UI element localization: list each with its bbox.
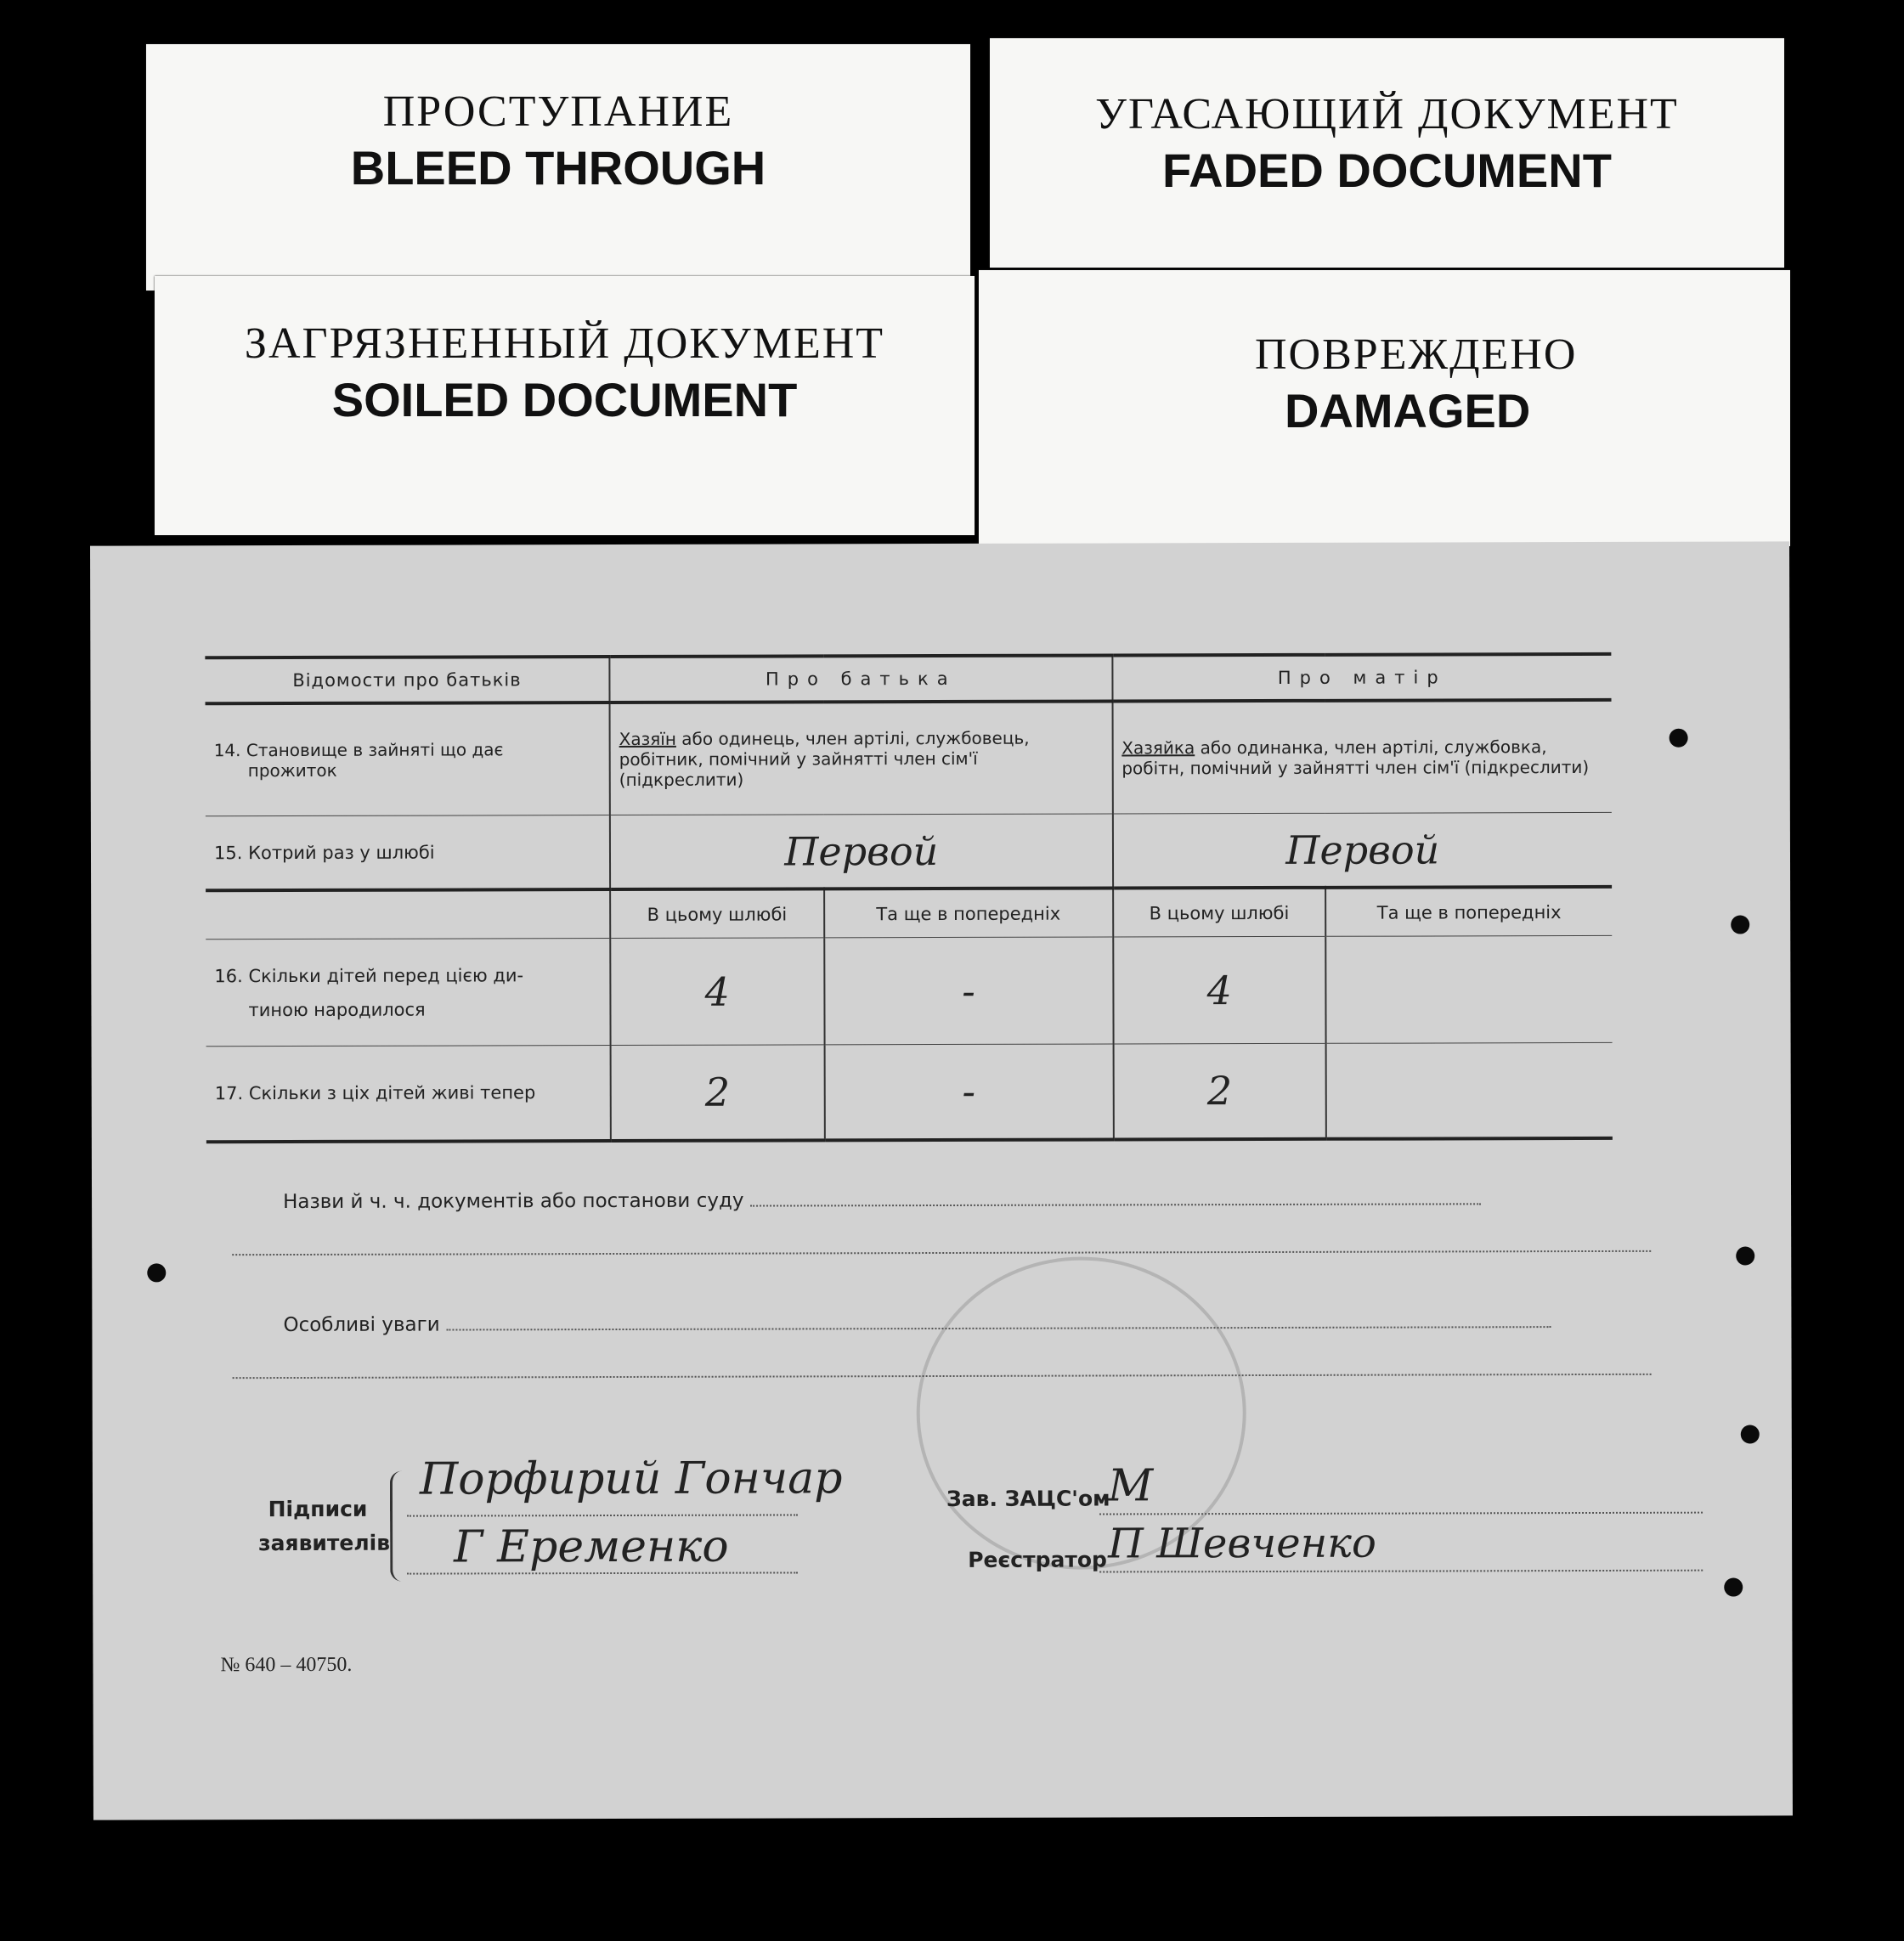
subheader-blank	[206, 889, 610, 939]
mother-children-prev	[1325, 935, 1612, 1043]
label-soiled-ru: ЗАГРЯЗНЕННЫЙ ДОКУМЕНТ	[244, 319, 885, 368]
applicant-line-1	[407, 1514, 798, 1516]
question-17: 17. Скільки з ціх дітей живі тепер	[206, 1046, 611, 1143]
table-header-row	[205, 654, 1611, 703]
punch-hole	[1736, 1246, 1754, 1265]
remarks-field	[283, 1311, 1702, 1384]
signature-bracket	[390, 1471, 406, 1582]
signatures-label-line1: Підписи	[268, 1496, 368, 1522]
punch-hole	[1741, 1425, 1760, 1443]
documents-label: Назви й ч. ч. документів або постанови суду	[283, 1189, 744, 1214]
mother-marriage-count: Первой	[1112, 812, 1612, 888]
father-living-this: 2	[611, 1045, 825, 1141]
header-mother: Про матір	[1112, 654, 1612, 702]
head-label: Зав. ЗАЦС'ом	[946, 1486, 1110, 1511]
label-damaged-ru: ПОВРЕЖДЕНО	[1255, 330, 1578, 379]
documents-line-2	[232, 1250, 1651, 1255]
table-row-14	[206, 700, 1612, 816]
question-16-line1: 16. Скільки дітей перед цією ди-	[214, 964, 524, 986]
subheader-mother-prev: Та ще в попередніх	[1325, 887, 1612, 936]
header-father: Про батька	[609, 655, 1112, 702]
question-14-line2: прожиток	[247, 759, 337, 781]
punch-hole	[1724, 1578, 1743, 1597]
father-occupation-options: або одинець, член артілі, службовець, робітник, помічний у зайнятті член сім'ї (підкреслити)	[619, 727, 1030, 790]
label-faded-en: FADED DOCUMENT	[1162, 144, 1612, 197]
applicant-line-2	[407, 1571, 798, 1574]
punch-hole	[1670, 729, 1688, 748]
mother-occupation-underlined: Хазяйка	[1121, 737, 1195, 759]
question-14	[206, 702, 610, 816]
applicant-signature-1: Порфирий Гончар	[419, 1453, 843, 1505]
label-faded-document	[990, 38, 1784, 268]
mother-children-this: 4	[1113, 936, 1326, 1044]
remarks-line-2	[233, 1374, 1652, 1379]
applicant-signature-2: Г Еременко	[454, 1521, 729, 1573]
signatures-block	[258, 1451, 1703, 1590]
father-children-this: 4	[610, 938, 824, 1046]
mother-living-prev	[1326, 1042, 1613, 1138]
documents-line	[750, 1203, 1481, 1206]
question-16	[206, 939, 610, 1047]
signatures-label-line2: заявителів	[258, 1530, 391, 1556]
head-line	[1099, 1512, 1703, 1515]
subheader-mother-this: В цьому шлюбі	[1113, 888, 1326, 937]
table-row-15	[206, 812, 1612, 890]
mother-occupation-options: або одинанка, член артілі, службовка, робітн, помічний у зайнятті член сім'ї (підкреслити)	[1121, 736, 1590, 779]
subheader-father-this: В цьому шлюбі	[610, 889, 824, 938]
remarks-label: Особливі уваги	[283, 1313, 440, 1337]
label-bleed-en: BLEED THROUGH	[350, 141, 766, 195]
father-living-prev: -	[824, 1044, 1113, 1140]
registrar-signature: П Шевченко	[1108, 1519, 1376, 1568]
table-subheader-row	[206, 887, 1612, 939]
label-bleed-ru: ПРОСТУПАНИЕ	[382, 87, 734, 136]
label-faded-ru: УГАСАЮЩИЙ ДОКУМЕНТ	[1095, 90, 1679, 138]
label-soiled-en: SOILED DOCUMENT	[331, 373, 798, 426]
header-parents-info: Відомости про батьків	[205, 657, 609, 703]
parents-info-table	[205, 652, 1612, 1143]
table-row-16	[206, 935, 1612, 1046]
signatures-label	[258, 1492, 391, 1560]
punch-hole	[1731, 916, 1749, 934]
subheader-father-prev: Та ще в попередніх	[824, 888, 1113, 937]
registrar-line	[1099, 1570, 1703, 1573]
father-marriage-count: Первой	[610, 814, 1113, 889]
head-signature: М	[1107, 1460, 1154, 1512]
form-number: № 640 – 40750.	[220, 1653, 353, 1677]
label-damaged	[979, 270, 1790, 546]
question-16-line2: тиною народилося	[248, 999, 426, 1020]
mother-occupation	[1112, 700, 1612, 814]
question-15: 15. Котрий раз у шлюбі	[206, 815, 610, 891]
remarks-line	[446, 1326, 1551, 1330]
documents-field	[283, 1188, 1702, 1261]
table-row-17	[206, 1042, 1613, 1142]
form-sheet	[90, 541, 1793, 1820]
mother-living-this: 2	[1113, 1043, 1326, 1139]
label-damaged-en: DAMAGED	[1285, 384, 1531, 437]
question-14-line1: 14. Становище в зайняті що дає	[213, 739, 504, 761]
label-soiled-document	[155, 276, 975, 535]
label-bleed-through	[146, 44, 970, 291]
father-occupation-underlined: Хазяїн	[619, 728, 676, 749]
father-children-prev: -	[824, 937, 1113, 1045]
punch-hole	[147, 1263, 166, 1282]
father-occupation	[610, 701, 1113, 815]
registrar-label: Реєстратор	[968, 1547, 1107, 1572]
